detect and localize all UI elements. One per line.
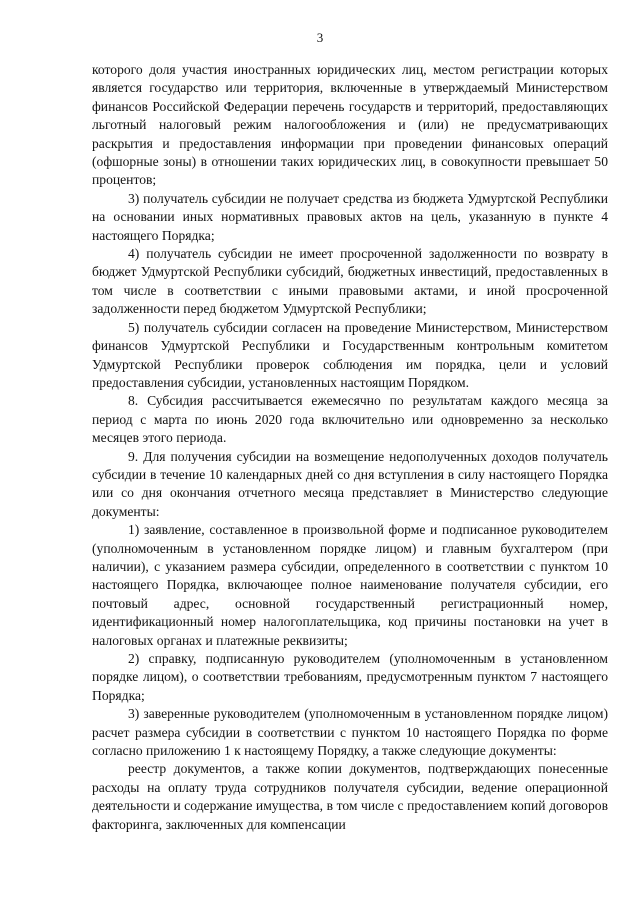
paragraph: 8. Субсидия рассчитывается ежемесячно по результатам каждого месяца за период с марта по июнь 2020 года включительно или одновременно за несколько месяцев этого периода. (92, 393, 608, 446)
paragraph: 2) справку, подписанную руководителем (уполномоченным в установленном порядке лицом), о соответствии требованиям, предусмотренным пунктом 7 настоящего Порядка; (92, 651, 608, 703)
paragraph: 3) получатель субсидии не получает средства из бюджета Удмуртской Республики на основании иных нормативных правовых актов на цель, указанную в пункте 4 настоящего Порядка; (92, 190, 608, 243)
paragraph: 3) заверенные руководителем (уполномоченным в установленном порядке лицом) расчет размера субсидии в соответствии с пунктом 10 настоящего Порядка по форме согласно приложению 1 к настоящему Порядку, а также следующие документы: (92, 706, 608, 759)
paragraph: реестр документов, а также копии документов, подтверждающих понесенные расходы на оплату труда сотрудников получателя субсидии, ведение операционной деятельности и содержание имущества, в том числе с предоставлением копий договоров факторинга, заключенных для компенсации (92, 761, 608, 832)
page-number: 3 (316, 30, 324, 45)
paragraph: 1) заявление, составленное в произвольной форме и подписанное руководителем (уполномоченным в установленном порядке лицом) и главным бухгалтером (при наличии), с указанием размера субсидии, определенного в соответствии с пунктом 10 настоящего Порядка, включающее полное наименование получателя субсидии, его почтовый адрес, основной государственный регистрационный номер, идентификационный номер налогоплательщика, код причины постановки на учет в налоговых органах и платежные реквизиты; (92, 522, 608, 648)
paragraph: 5) получатель субсидии согласен на проведение Министерством, Министерством финансов Удмуртской Республики и Государственным контрольным комитетом Удмуртской Республики проверок соблюдения им порядка, цели и условий предоставления субсидии, установленных настоящим Порядком. (92, 319, 608, 390)
paragraph: 4) получатель субсидии не имеет просроченной задолженности по возврату в бюджет Удмуртской Республики субсидий, бюджетных инвестиций, предоставленных в том числе в соответствии с иными правовыми актами, и иной просроченной задолженности перед бюджетом Удмуртской Республики; (92, 246, 608, 317)
paragraph: 9. Для получения субсидии на возмещение недополученных доходов получатель субсидии в течение 10 календарных дней со дня вступления в силу настоящего Порядка или со дня окончания отчетного месяца представляет в Министерство следующие документы: (92, 448, 608, 519)
paragraph: которого доля участия иностранных юридических лиц, местом регистрации которых является государство или территория, включенные в утверждаемый Министерством финансов Российской Федерации перечень государств и территорий, предоставляющих льготный налоговый режим налогообложения и (или) не предусматривающих раскрытия и предоставления информации при проведении финансовых операций (офшорные зоны) в отношении таких юридических лиц, в совокупности превышает 50 процентов; (92, 62, 608, 188)
document-body (92, 61, 608, 834)
